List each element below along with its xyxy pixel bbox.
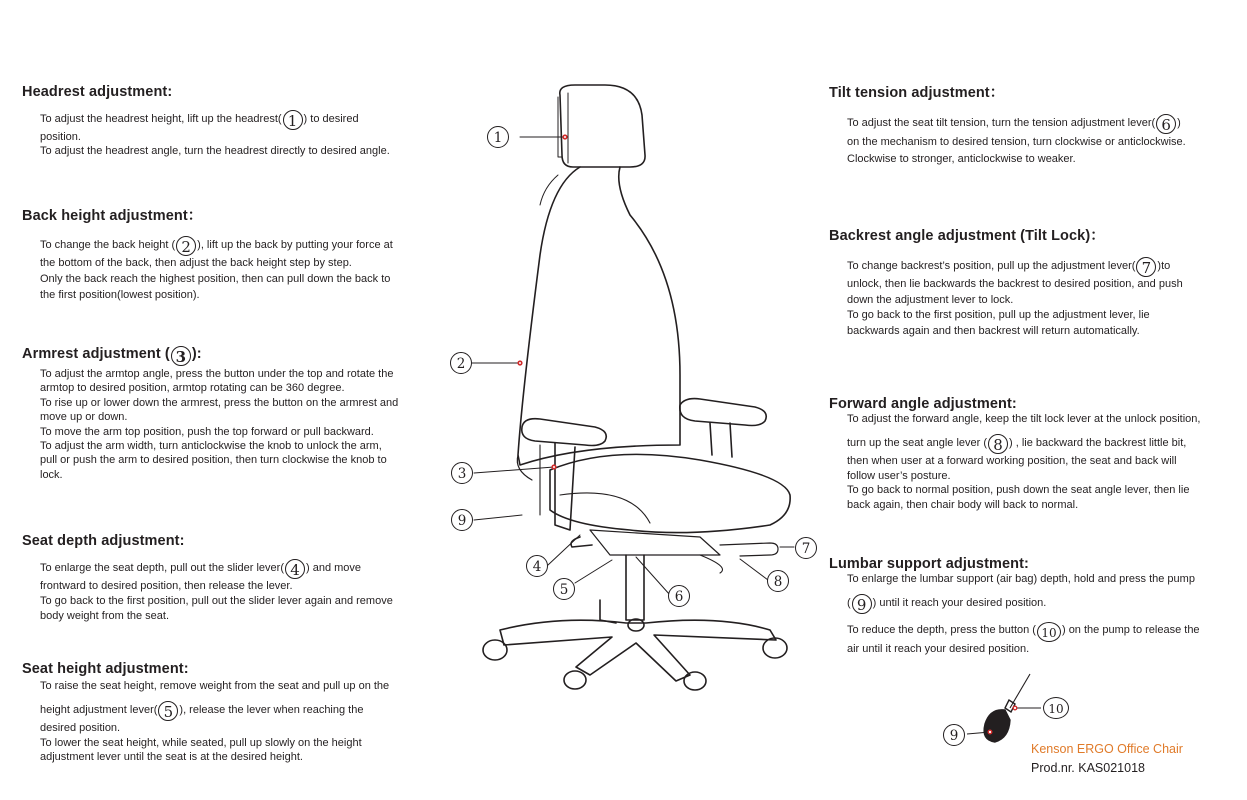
pump-callout: 9 xyxy=(943,724,965,746)
chair-callout: 7 xyxy=(795,537,817,559)
section-title: Armrest adjustment ( 3 ): xyxy=(22,346,202,366)
section-body: To adjust the seat tilt tension, turn the tension adjustment lever( 6 ) on the mechanism to desired tension, turn clockwise or anticlockwise. Clockwise to stronger, anticlockwise to weaker. xyxy=(847,116,1186,165)
headrest-section xyxy=(22,84,432,159)
chair-callout: 9 xyxy=(451,509,473,531)
tilt-tension-section xyxy=(829,81,1234,168)
headrest-shape xyxy=(560,85,645,167)
callout-number: 3 xyxy=(171,346,191,366)
chair-callout: 6 xyxy=(668,585,690,607)
section-title: Lumbar support adjustment: xyxy=(829,556,1029,572)
brand-label: Kenson ERGO Office Chair xyxy=(1031,742,1183,756)
seat-shape xyxy=(550,454,790,532)
product-number: Prod.nr. KAS021018 xyxy=(1031,761,1145,775)
section-body: To raise the seat height, remove weight from the seat and pull up on the height adjustment lever( 5 ), release the lever when reaching the desired position. To lower the seat height, while seated, pull up slowly on the height adjustment lever until the seat is at the desired height. xyxy=(40,680,390,764)
chair-callout: 4 xyxy=(526,555,548,577)
left-armrest xyxy=(522,419,606,446)
chair-callout: 2 xyxy=(450,352,472,374)
chair-callout: 1 xyxy=(487,126,509,148)
section-body: To change the back height ( 2 ), lift up the back by putting your force at the bottom of the back, then adjust the back height step by step. Only the back reach the highest position, then can pull down the back to the first position(lowest position). xyxy=(40,238,393,301)
section-body: To enlarge the seat depth, pull out the slider lever( 4 ) and move frontward to desired position, then release the lever. To go back to the first position, pull out the slider lever again and remove body weight from the seat. xyxy=(40,561,393,622)
callout-number: 7 xyxy=(1136,257,1156,277)
callout-number: 4 xyxy=(285,559,305,579)
armrest-section xyxy=(22,346,432,482)
mechanism xyxy=(590,530,720,555)
callout-number: 1 xyxy=(283,110,303,130)
section-title: Forward angle adjustment: xyxy=(829,396,1017,412)
callout-number: 9 xyxy=(852,594,872,614)
section-title: Tilt tension adjustment： xyxy=(829,85,1005,101)
section-title: Backrest angle adjustment (Tilt Lock)： xyxy=(829,228,1105,244)
seat-height-section xyxy=(22,661,432,765)
backrest-shape xyxy=(518,167,680,465)
callout-number: 6 xyxy=(1156,114,1176,134)
chair-callout: 3 xyxy=(451,462,473,484)
callout-number: 8 xyxy=(988,434,1008,454)
pump-callout: 10 xyxy=(1043,697,1069,719)
section-body: To adjust the forward angle, keep the tilt lock lever at the unlock position, turn up the seat angle lever ( 8 ) , lie backward the backrest little bit, then when user at a forward working position, the seat and back will follow user’s posture. To go back to normal position, push down the seat angle lever, then lie back again, then chair body will back to normal. xyxy=(847,413,1201,511)
forward-angle-section xyxy=(829,396,1234,512)
section-body: To change backrest’s position, pull up the adjustment lever( 7 )to unlock, then lie backwards the backrest to desired position, and push down the adjustment lever to lock. To go back to the first position, pull up the adjustment lever, lie backwards again and then backrest will return automatically. xyxy=(847,259,1183,337)
seat-depth-section xyxy=(22,533,432,624)
callout-number: 5 xyxy=(158,701,178,721)
right-armrest xyxy=(680,399,766,426)
callout-number: 2 xyxy=(176,236,196,256)
section-body: To adjust the armtop angle, press the button under the top and rotate the armtop to desired position, armtop rotating can be 360 degree. To rise up or lower down the armrest, press the button on the armrest and move up or down. To move the arm top position, push the top forward or pull backward. To adjust the arm width, turn anticlockwise the knob to unlock the arm, pull or push the arm to desired position, then turn clockwise the knob to lock. xyxy=(40,368,399,481)
section-title: Headrest adjustment: xyxy=(22,84,173,100)
chair-callout: 5 xyxy=(553,578,575,600)
callout-number: 10 xyxy=(1037,622,1061,642)
section-title: Back height adjustment： xyxy=(22,208,203,224)
section-body: To enlarge the lumbar support (air bag) depth, hold and press the pump ( 9 ) until it reach your desired position. To reduce the depth, press the button ( 10 ) on the pump to release the air until it reach your desired position. xyxy=(847,573,1200,656)
section-title: Seat height adjustment: xyxy=(22,661,189,677)
five-star-base xyxy=(500,620,776,681)
gas-lift xyxy=(626,555,644,620)
section-body: To adjust the headrest height, lift up the headrest( 1 ) to desired position. To adjust the headrest angle, turn the headrest directly to desired angle. xyxy=(40,112,390,158)
back-height-section xyxy=(22,204,432,303)
office-chair-illustration xyxy=(440,75,820,695)
section-title: Seat depth adjustment: xyxy=(22,533,185,549)
lumbar-section xyxy=(829,556,1234,657)
chair-callout: 8 xyxy=(767,570,789,592)
backrest-angle-section xyxy=(829,224,1234,339)
